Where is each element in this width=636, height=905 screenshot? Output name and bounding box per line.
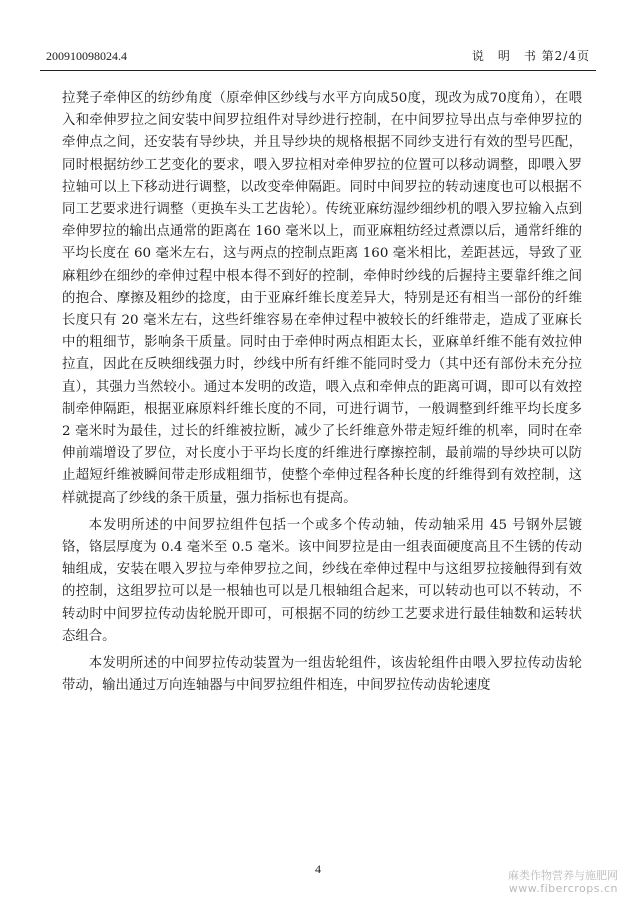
header-right <box>472 46 590 66</box>
page-number: 4 <box>315 862 321 876</box>
page-indicator: 第2/4页 <box>541 49 590 63</box>
site-watermark <box>508 869 618 895</box>
document-body <box>62 88 582 697</box>
document-number: 200910098024.4 <box>46 49 127 63</box>
paragraph-1: 拉凳子牵伸区的纺纱角度（原牵伸区纱线与水平方向成50度，现改为成70度角），在喂入和牵伸罗拉之间安装中间罗拉组件对导纱进行控制，在中间罗拉导出点与牵伸罗拉的牵伸点之间，还安装有导纱块，并且导纱块的规格根据不同纱支进行有效的型号匹配，同时根据纺纱工艺变化的要求，喂入罗拉相对牵伸罗拉的位置可以移动调整，即喂入罗拉轴可以上下移动进行调整，以改变牵伸隔距。同时中间罗拉的转动速度也可以根据不同工艺要求进行调整（更换车头工艺齿轮）。传统亚麻纺湿纱细纱机的喂入罗拉输入点到牵伸罗拉的输出点通常的距离在 160 毫米以上，而亚麻粗纺经过煮漂以后，通常纤维的平均长度在 60 毫米左右，这与两点的控制点距离 160 毫米相比，差距甚远，导致了亚麻粗纱在细纱的牵伸过程中根本得不到好的控制，牵伸时纱线的后握持主要靠纤维之间的抱合、摩擦及粗纱的捻度，由于亚麻纤维长度差异大，特别是还有相当一部份的纤维长度只有 20 毫米左右，这些纤维容易在牵伸过程中被较长的纤维带走，造成了亚麻长中的粗细节，影响条干质量。同时由于牵伸时两点相距太长，亚麻单纤维不能有效拉伸拉直，因此在反映细线强力时，纱线中所有纤维不能同时受力（其中还有部份未充分拉直），其强力当然较小。通过本发明的改造，喂入点和牵伸点的距离可调，即可以有效控制牵伸隔距，根据亚麻原料纤维长度的不同，可进行调节，一般调整到纤维平均长度多 2 毫米时为最佳，过长的纤维被拉断，减少了长纤维意外带走短纤维的机率，同时在牵伸前端增设了罗位，对长度小于平均长度的纤维进行摩擦控制，最前端的导纱块可以防止超短纤维被瞬间带走形成粗细节，使整个牵伸过程各种长度的纤维得到有效控制，这样就提高了纱线的条干质量，强力指标也有提高。 <box>62 91 582 506</box>
watermark-url: www.fibercrops.cn <box>508 882 618 895</box>
header-rule <box>40 70 596 71</box>
watermark-text: 麻类作物营养与施肥网 <box>508 869 618 882</box>
page-header <box>46 46 590 66</box>
paragraph-3: 本发明所述的中间罗拉传动装置为一组齿轮组件，该齿轮组件由喂入罗拉传动齿轮带动，输出通过万向连轴器与中间罗拉组件相连，中间罗拉传动齿轮速度 <box>62 656 582 694</box>
document-type-label: 说 明 书 <box>471 49 537 63</box>
paragraph-2: 本发明所述的中间罗拉组件包括一个或多个传动轴，传动轴采用 45 号钢外层镀铬，铬层厚度为 0.4 毫米至 0.5 毫米。该中间罗拉是由一组表面硬度高且不生锈的传动轴组成，安装在喂入罗拉与牵伸罗拉之间，纱线在牵伸过程中与这组罗拉接触得到有效的控制，这组罗拉可以是一根轴也可以是几根轴组合起来，可以转动也可以不转动，不转动时中间罗拉传动齿轮脱开即可，可根据不同的纺纱工艺要求进行最佳轴数和运转状态组合。 <box>62 517 582 644</box>
